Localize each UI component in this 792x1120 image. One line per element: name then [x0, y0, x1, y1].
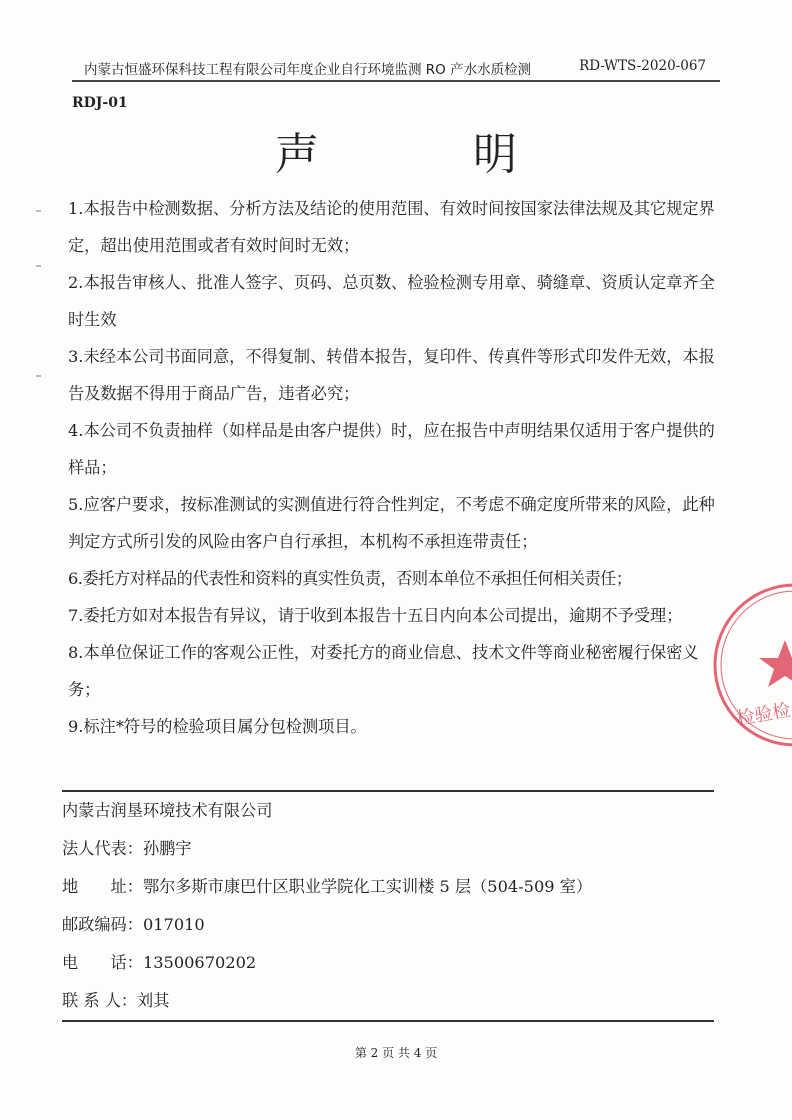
clause-5: 5.应客户要求，按标准测试的实测值进行符合性判定，不考虑不确定度所带来的风险，此种判定方式所引发的风险由客户自行承担，本机构不承担连带责任； — [68, 495, 715, 551]
address-label: 地 址： — [62, 877, 143, 896]
document-code: RDJ-01 — [72, 95, 128, 111]
phone-label: 电 话： — [62, 953, 143, 972]
seal-text: 检验检 — [735, 699, 792, 730]
legal-rep-name: 孙鹏宇 — [142, 839, 192, 858]
margin-mark — [36, 265, 41, 267]
address-value: 鄂尔多斯市康巴什区职业学院化工实训楼 5 层（504-509 室） — [142, 877, 593, 896]
clause-1: 1.本报告中检测数据、分析方法及结论的使用范围、有效时间按国家法律法规及其它规定界定，超出使用范围或者有效时间时无效； — [68, 199, 715, 255]
contact-block — [62, 790, 714, 1022]
clause-3: 3.未经本公司书面同意，不得复制、转借本报告，复印件、传真件等形式印发件无效，本报告及数据不得用于商品广告，违者必究； — [68, 347, 715, 403]
legal-rep-line — [62, 830, 714, 868]
phone-value: 13500670202 — [142, 953, 257, 972]
header-title: 内蒙古恒盛环保科技工程有限公司年度企业自行环境监测 RO 产水水质检测 — [84, 62, 532, 78]
page-header — [72, 54, 720, 82]
clause-9: 9.标注*符号的检验项目属分包检测项目。 — [68, 717, 367, 736]
contact-person-line — [62, 982, 714, 1020]
clause-6: 6.委托方对样品的代表性和资料的真实性负责，否则本单位不承担任何相关责任； — [68, 569, 632, 588]
postcode-line — [62, 906, 714, 944]
margin-mark — [36, 375, 41, 377]
company-line — [62, 792, 714, 830]
address-line — [62, 868, 714, 906]
inspection-seal-icon — [710, 570, 792, 750]
bottom-divider — [62, 1020, 714, 1022]
clause-4: 4.本公司不负责抽样（如样品是由客户提供）时，应在报告中声明结果仅适用于客户提供的样品； — [68, 421, 715, 477]
company-name: 内蒙古润垦环境技术有限公司 — [62, 801, 273, 820]
declaration-clauses — [68, 190, 718, 745]
page-number: 第 2 页 共 4 页 — [354, 1046, 438, 1060]
phone-line — [62, 944, 714, 982]
postcode-value: 017010 — [142, 915, 205, 934]
contact-person-label: 联 系 人： — [62, 991, 138, 1010]
margin-mark — [36, 210, 41, 212]
clause-7: 7.委托方如对本报告有异议，请于收到本报告十五日内向本公司提出，逾期不予受理； — [68, 606, 683, 625]
page-title: 声 明 — [275, 129, 587, 180]
report-number: RD-WTS-2020-067 — [579, 58, 706, 74]
contact-person-name: 刘其 — [137, 991, 170, 1010]
clause-2: 2.本报告审核人、批准人签字、页码、总页数、检验检测专用章、骑缝章、资质认定章齐全时生效 — [68, 273, 715, 329]
clause-8: 8.本单位保证工作的客观公正性，对委托方的商业信息、技术文件等商业秘密履行保密义务； — [68, 643, 699, 699]
postcode-label: 邮政编码： — [62, 915, 143, 934]
legal-rep-label: 法人代表： — [62, 839, 143, 858]
